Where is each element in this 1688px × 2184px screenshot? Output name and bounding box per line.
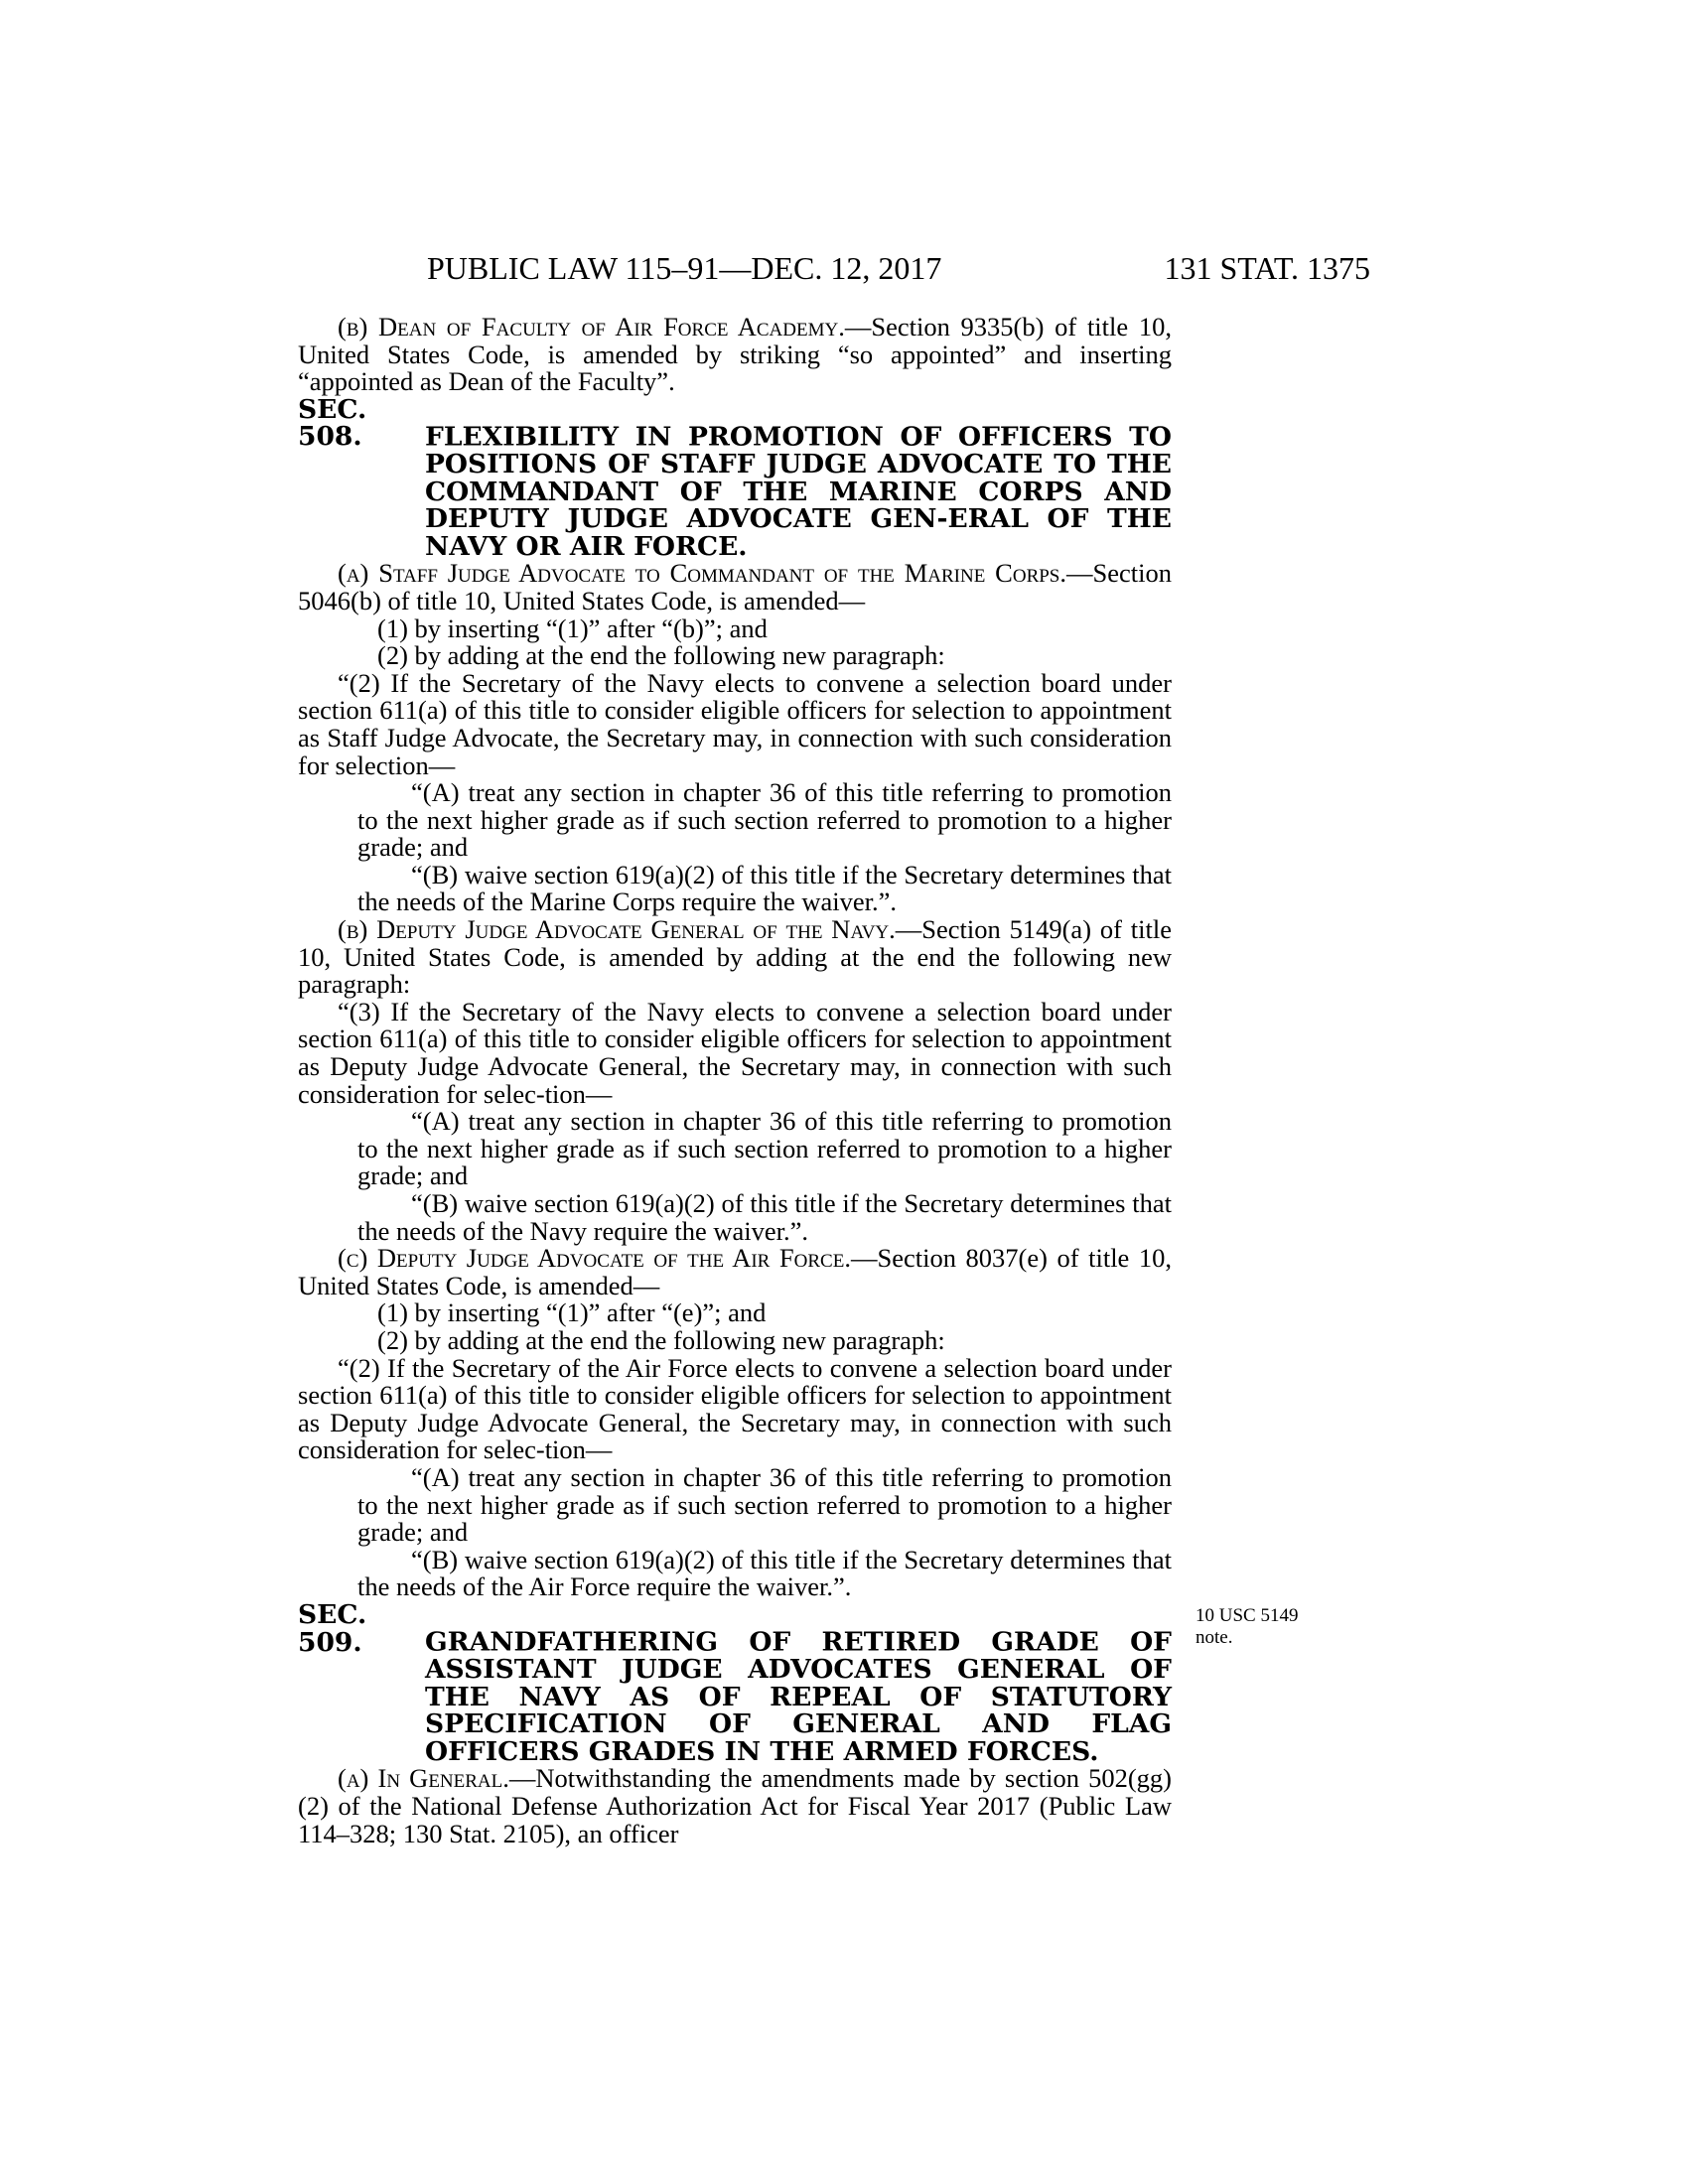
subsection-text: —Notwithstanding the amendments made by section 502(gg)(2) of the National Defense Authorization Act for Fiscal Year 2017 (Public Law 114–328; 130 Stat. 2105), an officer bbox=[298, 1763, 1172, 1848]
page-header bbox=[298, 250, 1370, 290]
margin-note-line: note. bbox=[1196, 1626, 1233, 1648]
quoted-subparagraph: “(B) waive section 619(a)(2) of this title if the Secretary determines that the needs of the Navy require the waiver.”. bbox=[357, 1188, 1172, 1246]
section-number: SEC. 508. bbox=[298, 393, 367, 453]
quoted-paragraph: “(2) If the Secretary of the Navy elects to convene a selection board under section 611(a) of this title to consider eligible officers for selection to appointment as Staff Judge Advocate, the Secretary may, in connection with such consideration for selection— bbox=[298, 667, 1172, 780]
subsection-text: —Section 5149(a) of title 10, United States Code, is amended by adding at the end the following new paragraph: bbox=[298, 914, 1172, 1000]
list-item: (2) by adding at the end the following new paragraph: bbox=[377, 640, 945, 671]
paragraph-b-dean bbox=[298, 314, 1172, 396]
section-509-heading bbox=[298, 1598, 1172, 1767]
quoted-subparagraph: “(B) waive section 619(a)(2) of this title if the Secretary determines that the needs of the Air Force require the waiver.”. bbox=[357, 1544, 1172, 1602]
subsection-text: —Section 8037(e) of title 10, United States Code, is amended— bbox=[298, 1243, 1172, 1300]
section-title: GRANDFATHERING OF RETIRED GRADE OF ASSISTANT JUDGE ADVOCATES GENERAL OF THE NAVY AS OF REPEAL OF STATUTORY SPECIFICATION OF GENERAL AND FLAG OFFICERS GRADES IN THE ARMED FORCES. bbox=[425, 1626, 1172, 1767]
paragraph-heading: (b) Dean of Faculty of Air Force Academy. bbox=[338, 312, 845, 341]
document-body bbox=[298, 314, 1172, 1847]
subsection-heading: (a) Staff Judge Advocate to Commandant of the Marine Corps. bbox=[338, 558, 1066, 589]
section-title: FLEXIBILITY IN PROMOTION OF OFFICERS TO POSITIONS OF STAFF JUDGE ADVOCATE TO THE COMMANDANT OF THE MARINE CORPS AND DEPUTY JUDGE ADVOCATE GEN-ERAL OF THE NAVY OR AIR FORCE. bbox=[425, 421, 1172, 562]
margin-note-usc-citation bbox=[1196, 1605, 1335, 1649]
quoted-paragraph: “(2) If the Secretary of the Air Force elects to convene a selection board under section 611(a) of this title to consider eligible officers for selection to appointment as Deputy Judge Advocate General, the Secretary may, in connection with such consideration for selec-tion— bbox=[298, 1352, 1172, 1465]
quoted-subparagraph: “(A) treat any section in chapter 36 of this title referring to promotion to the next higher grade as if such section referred to promotion to a higher grade; and bbox=[357, 777, 1172, 863]
subsection-heading: (b) Deputy Judge Advocate General of the Navy. bbox=[338, 914, 896, 945]
margin-note-line: 10 USC 5149 bbox=[1196, 1604, 1299, 1626]
quoted-subparagraph: “(A) treat any section in chapter 36 of this title referring to promotion to the next higher grade as if such section referred to promotion to a higher grade; and bbox=[357, 1461, 1172, 1548]
subsection-508-b bbox=[298, 916, 1172, 999]
section-508-heading bbox=[298, 393, 1172, 562]
list-item: (1) by inserting “(1)” after “(e)”; and bbox=[377, 1297, 767, 1328]
quoted-subparagraph: “(A) treat any section in chapter 36 of this title referring to promotion to the next higher grade as if such section referred to promotion to a higher grade; and bbox=[357, 1106, 1172, 1191]
list-item: (2) by adding at the end the following new paragraph: bbox=[377, 1324, 945, 1355]
subsection-509-a bbox=[298, 1765, 1172, 1847]
quoted-subparagraph: “(B) waive section 619(a)(2) of this title if the Secretary determines that the needs of the Marine Corps require the waiver.”. bbox=[357, 859, 1172, 917]
subsection-508-c bbox=[298, 1245, 1172, 1299]
header-law-citation: PUBLIC LAW 115–91—DEC. 12, 2017 bbox=[427, 250, 942, 286]
subsection-508-a bbox=[298, 560, 1172, 614]
subsection-text: —Section 5046(b) of title 10, United States Code, is amended— bbox=[298, 558, 1172, 615]
quoted-paragraph: “(3) If the Secretary of the Navy elects to convene a selection board under section 611(a) of this title to consider eligible officers for selection to appointment as Deputy Judge Advocate General, the Secretary may, in connection with such consideration for selec-tion— bbox=[298, 996, 1172, 1109]
list-item: (1) by inserting “(1)” after “(b)”; and bbox=[377, 613, 768, 643]
subsection-heading: (a) In General. bbox=[338, 1763, 509, 1794]
subsection-heading: (c) Deputy Judge Advocate of the Air Force. bbox=[338, 1243, 851, 1274]
header-stat-page: 131 STAT. 1375 bbox=[1164, 250, 1370, 286]
paragraph-text: —Section 9335(b) of title 10, United States Code, is amended by striking “so appointed” and inserting “appointed as Dean of the Faculty”. bbox=[298, 312, 1172, 397]
section-number: SEC. 509. bbox=[298, 1598, 367, 1658]
